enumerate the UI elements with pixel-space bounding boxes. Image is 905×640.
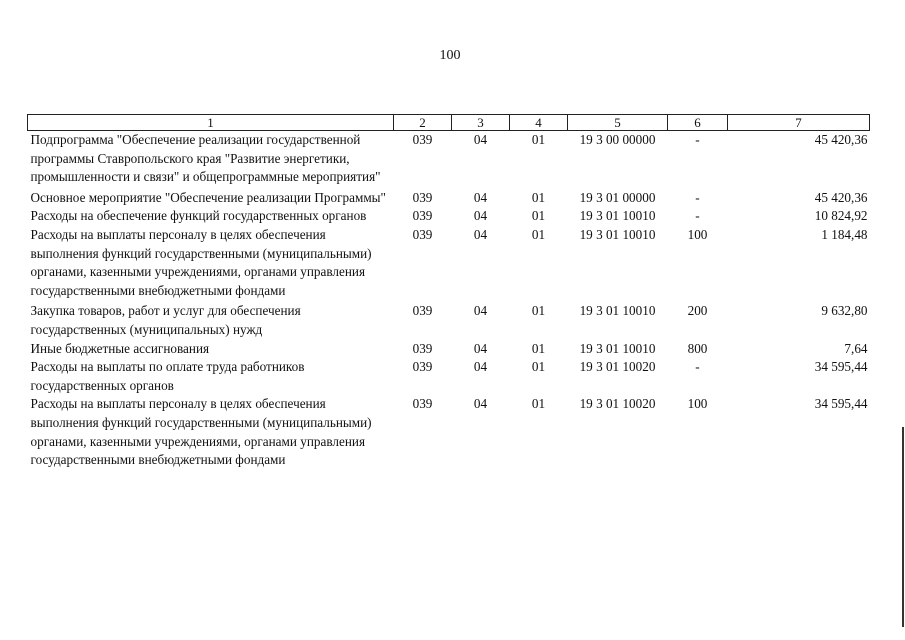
scan-edge-line — [902, 427, 904, 627]
row-subsection-code: 01 — [531, 189, 546, 205]
row-subsection-code: 01 — [531, 340, 546, 356]
row-name: Иные бюджетные ассигнования — [30, 340, 210, 356]
row-expense-type: 800 — [687, 340, 708, 356]
row-expense-type: - — [695, 189, 700, 205]
table-row — [28, 395, 870, 469]
row-target-article: 19 3 01 10010 — [579, 303, 656, 319]
budget-table — [27, 114, 870, 470]
row-name: Подпрограмма "Обеспечение реализации государственной программы Ставропольского края "Развитие энергетики, промышленности и связи" и общепрограммные мероприятия" — [30, 132, 381, 185]
row-ministry-code: 039 — [412, 359, 433, 375]
row-target-article: 19 3 01 00000 — [579, 189, 656, 205]
row-name: Закупка товаров, работ и услуг для обеспечения государственных (муниципальных) нужд — [30, 303, 301, 337]
col-header-3: 3 — [452, 115, 510, 131]
row-subsection-code: 01 — [531, 226, 546, 242]
row-expense-type: - — [695, 208, 700, 224]
row-target-article: 19 3 01 10010 — [579, 226, 656, 242]
row-ministry-code: 039 — [412, 226, 433, 242]
row-ministry-code: 039 — [412, 208, 433, 224]
row-amount: 45 420,36 — [814, 189, 868, 205]
row-amount: 9 632,80 — [821, 303, 868, 319]
row-name: Расходы на выплаты персоналу в целях обеспечения выполнения функций государственными (муниципальными) органами, казенными учреждениями, органами управления государственными внебюджетными фондами — [30, 396, 372, 468]
row-target-article: 19 3 01 10010 — [579, 340, 656, 356]
table-row — [28, 189, 870, 208]
row-expense-type: - — [695, 359, 700, 375]
row-expense-type: - — [695, 132, 700, 147]
row-subsection-code: 01 — [531, 359, 546, 375]
table-row — [28, 340, 870, 359]
table-row — [28, 302, 870, 339]
row-subsection-code: 01 — [531, 303, 546, 319]
row-expense-type: 100 — [687, 396, 708, 412]
row-ministry-code: 039 — [412, 189, 433, 205]
row-section-code: 04 — [473, 132, 488, 147]
table-row — [28, 358, 870, 395]
row-target-article: 19 3 01 10020 — [579, 396, 656, 412]
table-row — [28, 226, 870, 302]
row-amount: 7,64 — [844, 340, 868, 356]
col-header-5: 5 — [568, 115, 668, 131]
row-section-code: 04 — [473, 359, 488, 375]
row-section-code: 04 — [473, 189, 488, 205]
row-subsection-code: 01 — [531, 208, 546, 224]
row-name: Расходы на выплаты по оплате труда работников государственных органов — [30, 359, 305, 393]
row-ministry-code: 039 — [412, 132, 433, 147]
row-section-code: 04 — [473, 226, 488, 242]
row-name: Основное мероприятие "Обеспечение реализации Программы" — [30, 189, 386, 205]
table-row — [28, 131, 870, 189]
col-header-6: 6 — [668, 115, 728, 131]
row-subsection-code: 01 — [531, 132, 546, 147]
row-ministry-code: 039 — [412, 303, 433, 319]
row-target-article: 19 3 00 00000 — [579, 132, 656, 147]
row-section-code: 04 — [473, 340, 488, 356]
row-ministry-code: 039 — [412, 396, 433, 412]
row-expense-type: 200 — [687, 303, 708, 319]
col-header-7: 7 — [728, 115, 870, 131]
page-number: 100 — [439, 48, 461, 63]
row-section-code: 04 — [473, 303, 488, 319]
row-ministry-code: 039 — [412, 340, 433, 356]
row-amount: 34 595,44 — [814, 359, 868, 375]
row-subsection-code: 01 — [531, 396, 546, 412]
row-name: Расходы на выплаты персоналу в целях обеспечения выполнения функций государственными (муниципальными) органами, казенными учреждениями, органами управления государственными внебюджетными фондами — [30, 226, 372, 298]
col-header-1: 1 — [28, 115, 394, 131]
row-amount: 10 824,92 — [814, 208, 868, 224]
col-header-4: 4 — [510, 115, 568, 131]
row-section-code: 04 — [473, 396, 488, 412]
table-row — [28, 207, 870, 226]
row-amount: 1 184,48 — [821, 226, 868, 242]
col-header-2: 2 — [394, 115, 452, 131]
row-name: Расходы на обеспечение функций государственных органов — [30, 208, 367, 224]
row-target-article: 19 3 01 10020 — [579, 359, 656, 375]
row-target-article: 19 3 01 10010 — [579, 208, 656, 224]
table-header-row — [28, 115, 870, 131]
row-amount: 34 595,44 — [814, 396, 868, 412]
row-section-code: 04 — [473, 208, 488, 224]
row-amount: 45 420,36 — [814, 132, 868, 147]
row-expense-type: 100 — [687, 226, 708, 242]
